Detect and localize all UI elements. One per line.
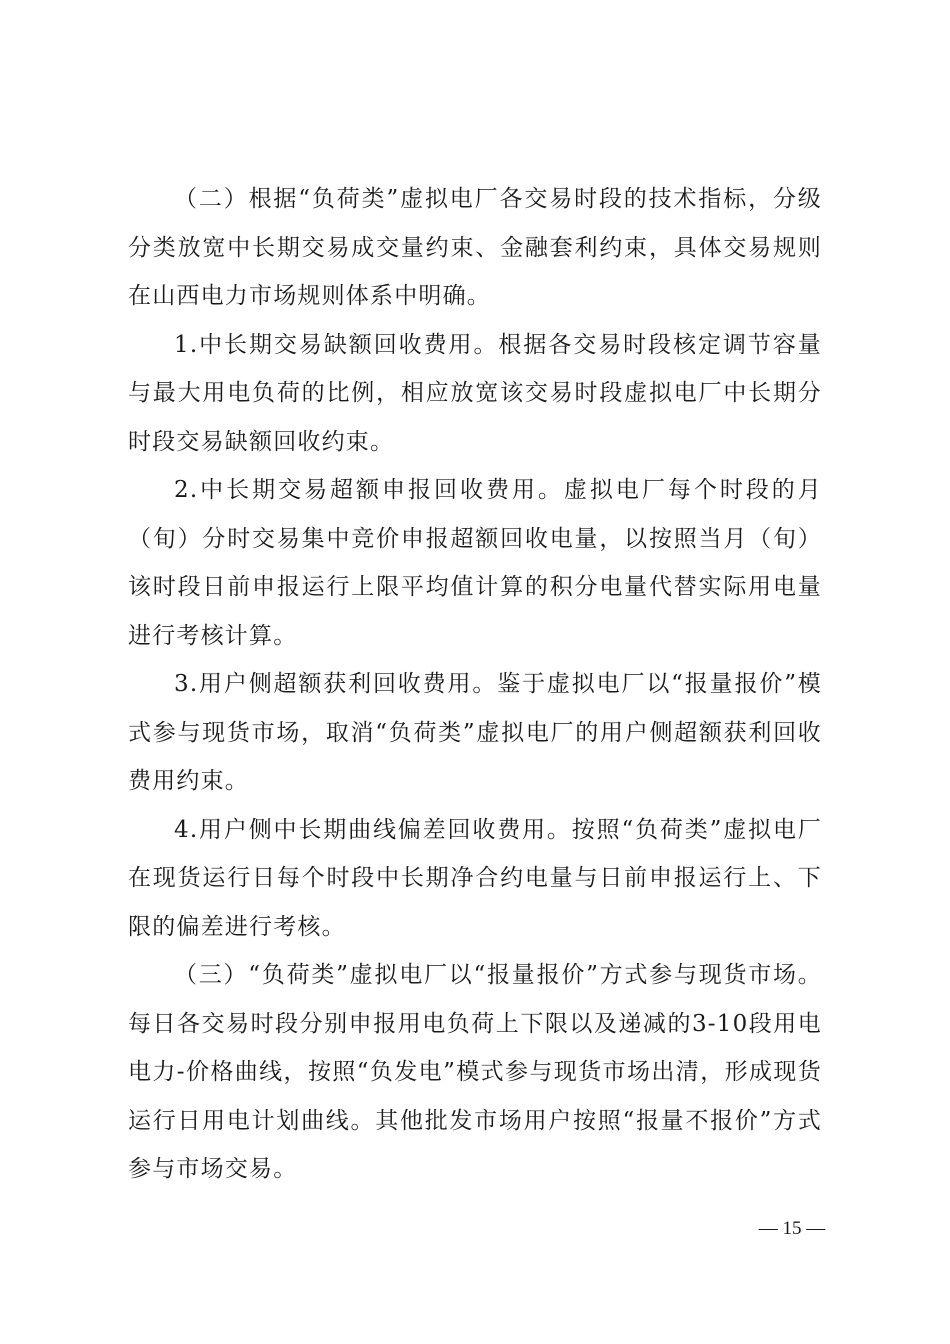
paragraph-section-3: （三）“负荷类”虚拟电厂以“报量报价”方式参与现货市场。每日各交易时段分别申报用电负荷上下限以及递减的3-10段用电电力-价格曲线，按照“负发电”模式参与现货市场出清，形成现货运行日用电计划曲线。其他批发市场用户按照“报量不报价”方式参与市场交易。 (128, 962, 822, 1182)
paragraph-section-2: （二）根据“负荷类”虚拟电厂各交易时段的技术指标，分级分类放宽中长期交易成交量约束、金融套利约束，具体交易规则在山西电力市场规则体系中明确。 (128, 186, 822, 309)
paragraph-item-4: 4.用户侧中长期曲线偏差回收费用。按照“负荷类”虚拟电厂在现货运行日每个时段中长期净合约电量与日前申报运行上、下限的偏差进行考核。 (128, 816, 822, 940)
paragraph-item-2: 2.中长期交易超额申报回收费用。虚拟电厂每个时段的月（旬）分时交易集中竞价申报超额回收电量，以按照当月（旬）该时段日前申报运行上限平均值计算的积分电量代替实际用电量进行考核计算。 (128, 477, 822, 649)
paragraph-item-3: 3.用户侧超额获利回收费用。鉴于虚拟电厂以“报量报价”模式参与现货市场，取消“负荷类”虚拟电厂的用户侧超额获利回收费用约束。 (128, 671, 822, 794)
page-number: — 15 — (758, 1218, 826, 1239)
paragraph-item-1: 1.中长期交易缺额回收费用。根据各交易时段核定调节容量与最大用电负荷的比例，相应放宽该交易时段虚拟电厂中长期分时段交易缺额回收约束。 (128, 331, 822, 455)
document-body (128, 175, 822, 1194)
